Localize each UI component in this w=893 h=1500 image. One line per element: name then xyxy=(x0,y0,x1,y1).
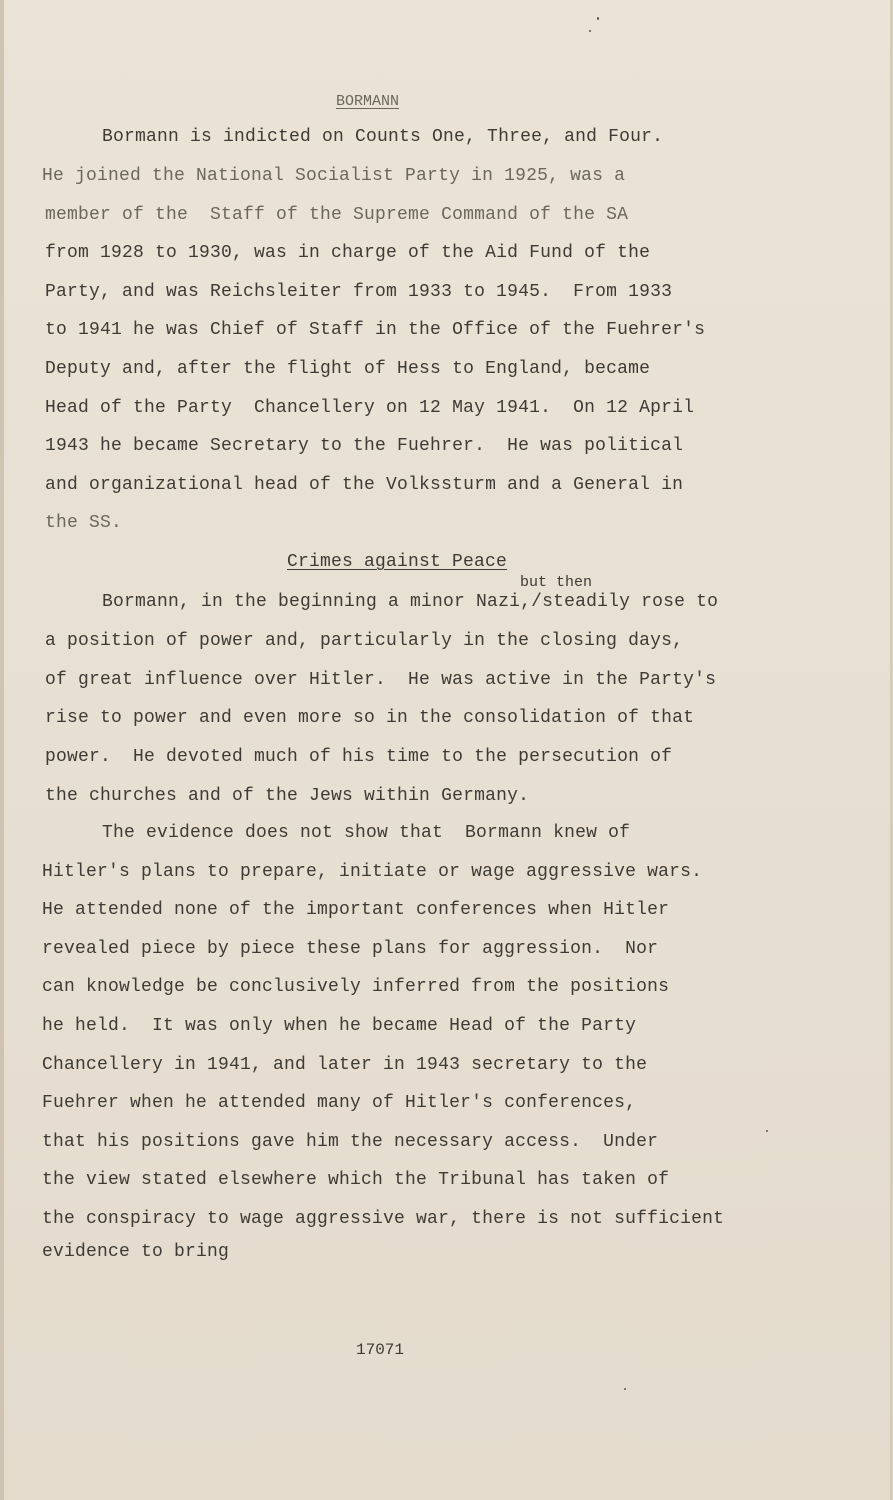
paper-speck xyxy=(589,30,591,32)
paragraph-2-line-3: of great influence over Hitler. He was active in the Party's xyxy=(45,670,717,690)
paragraph-2-line-1: Bormann, in the beginning a minor Nazi,/steadily rose to xyxy=(102,592,719,612)
paragraph-2-line-5: power. He devoted much of his time to the persecution of xyxy=(45,747,673,767)
paragraph-3-line-7: Chancellery in 1941, and later in 1943 secretary to the xyxy=(42,1055,648,1075)
paragraph-3-line-10: the view stated elsewhere which the Tribunal has taken of xyxy=(42,1170,670,1190)
paragraph-1-line-7: Deputy and, after the flight of Hess to England, became xyxy=(45,359,651,379)
paragraph-1-line-5: Party, and was Reichsleiter from 1933 to 1945. From 1933 xyxy=(45,282,673,302)
paragraph-1-line-8: Head of the Party Chancellery on 12 May 1941. On 12 April xyxy=(45,398,695,418)
paragraph-2-line-4: rise to power and even more so in the consolidation of that xyxy=(45,708,695,728)
paragraph-2-line-6: the churches and of the Jews within Germany. xyxy=(45,786,530,806)
paragraph-3-line-4: revealed piece by piece these plans for aggression. Nor xyxy=(42,939,659,959)
paper-speck xyxy=(624,1388,626,1390)
paragraph-1-line-3: member of the Staff of the Supreme Command of the SA xyxy=(45,205,629,225)
paragraph-3-line-6: he held. It was only when he became Head of the Party xyxy=(42,1016,637,1036)
paragraph-3-line-12: evidence to bring xyxy=(42,1242,230,1262)
paragraph-3-line-1: The evidence does not show that Bormann knew of xyxy=(102,823,631,843)
paragraph-1-line-2: He joined the National Socialist Party in 1925, was a xyxy=(42,166,626,186)
paragraph-1-line-11: the SS. xyxy=(45,513,123,533)
paragraph-2-line-2: a position of power and, particularly in the closing days, xyxy=(45,631,684,651)
paragraph-3-line-2: Hitler's plans to prepare, initiate or wage aggressive wars. xyxy=(42,862,703,882)
document-title: BORMANN xyxy=(336,93,400,110)
paper-edge-left xyxy=(0,0,4,1500)
paragraph-1-line-9: 1943 he became Secretary to the Fuehrer. He was political xyxy=(45,436,684,456)
paragraph-3-line-5: can knowledge be conclusively inferred from the positions xyxy=(42,977,670,997)
paragraph-1-line-4: from 1928 to 1930, was in charge of the Aid Fund of the xyxy=(45,243,651,263)
paper-speck xyxy=(766,1130,768,1132)
interlinear-insertion: but then xyxy=(520,574,593,591)
paragraph-1-line-10: and organizational head of the Volkssturm and a General in xyxy=(45,475,684,495)
paragraph-3-line-9: that his positions gave him the necessary access. Under xyxy=(42,1132,659,1152)
paper-speck xyxy=(597,17,599,20)
paragraph-3-line-11: the conspiracy to wage aggressive war, there is not sufficient xyxy=(42,1209,725,1229)
paragraph-1-line-6: to 1941 he was Chief of Staff in the Office of the Fuehrer's xyxy=(45,320,706,340)
section-heading: Crimes against Peace xyxy=(287,552,508,572)
page-number: 17071 xyxy=(356,1341,405,1359)
paragraph-1-line-1: Bormann is indicted on Counts One, Three, and Four. xyxy=(102,127,664,147)
paragraph-3-line-8: Fuehrer when he attended many of Hitler's conferences, xyxy=(42,1093,637,1113)
paragraph-3-line-3: He attended none of the important conferences when Hitler xyxy=(42,900,670,920)
